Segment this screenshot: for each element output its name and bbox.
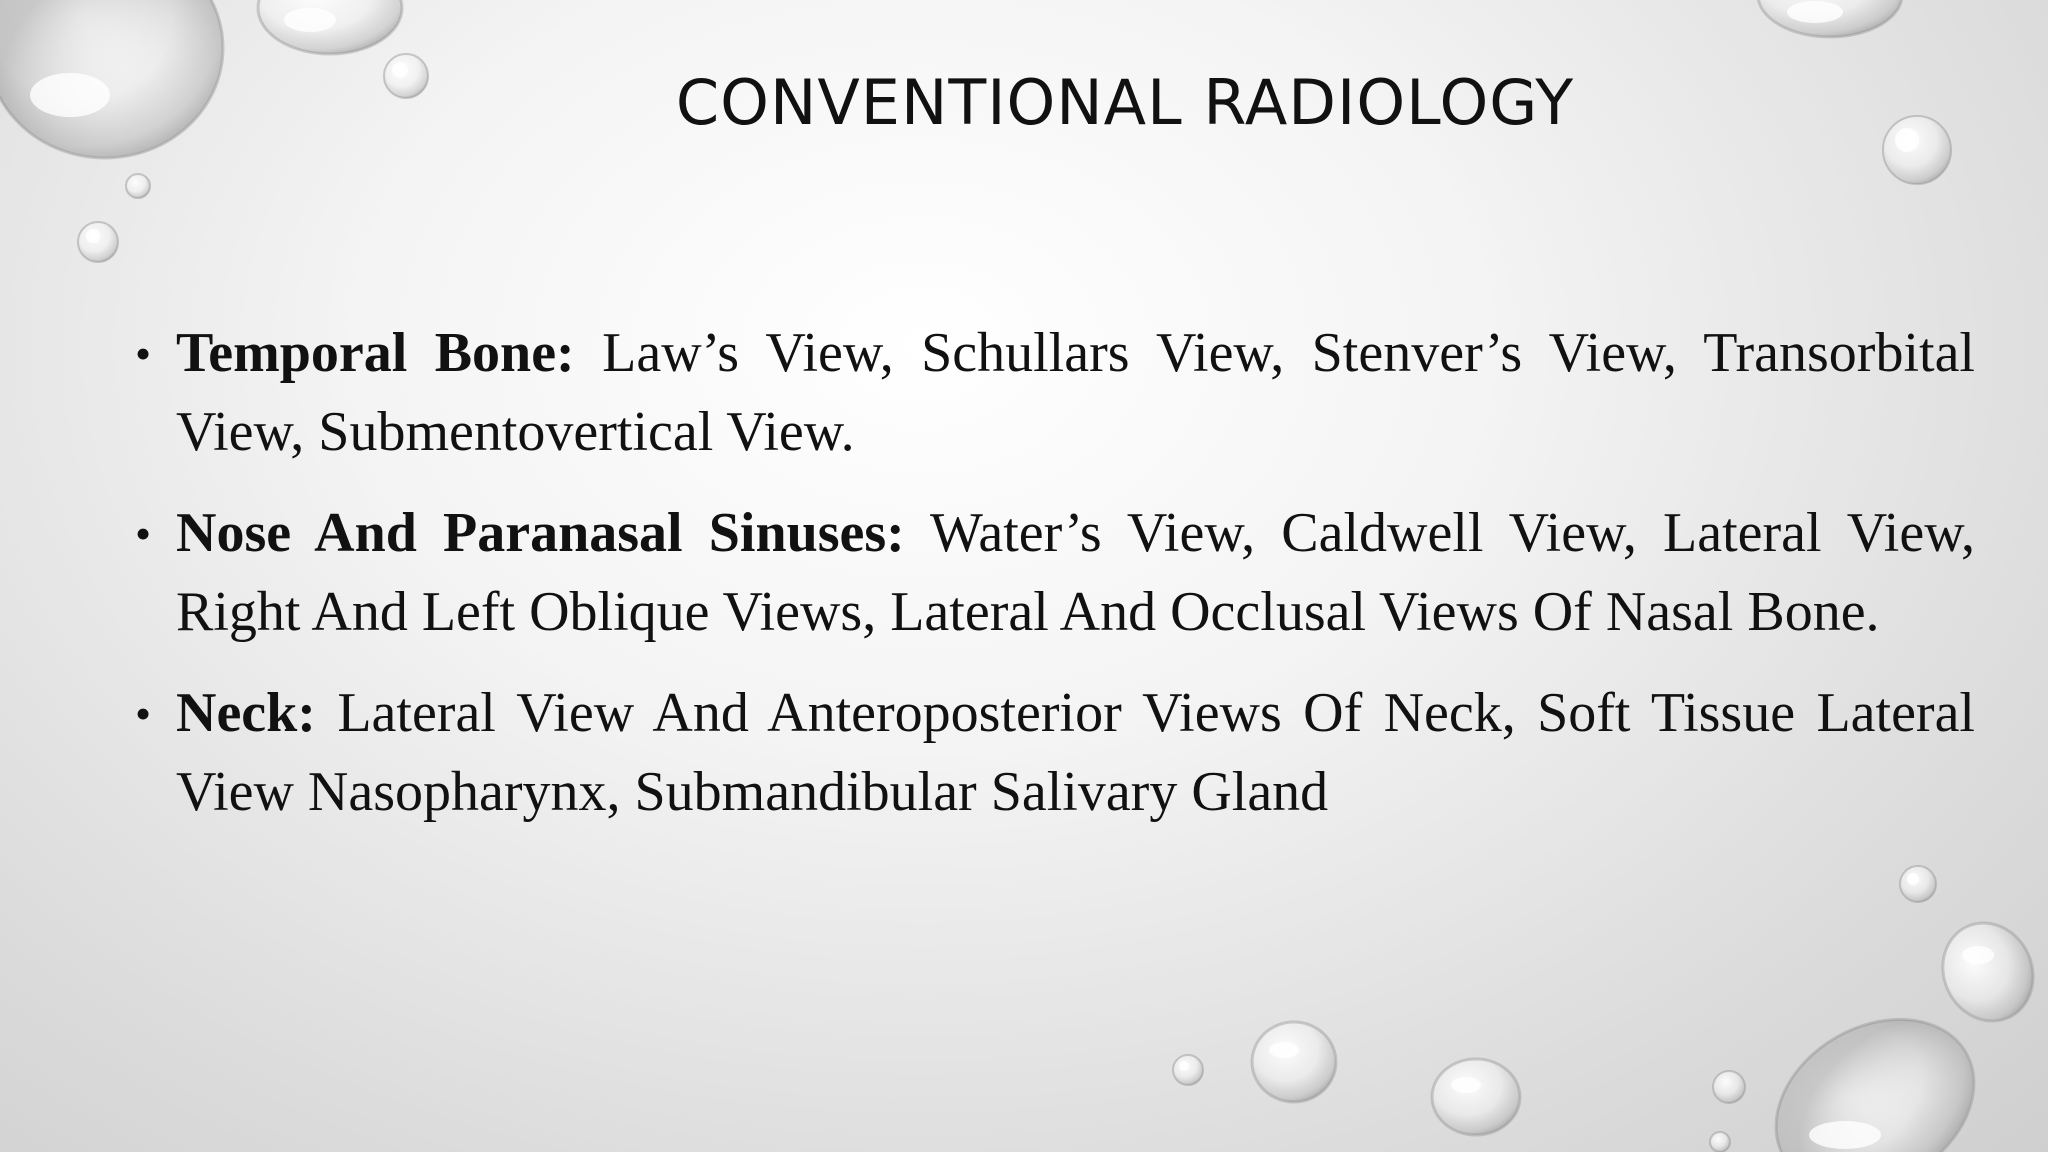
droplet [384,54,428,98]
droplet [1900,866,1936,902]
bullet-term: Temporal Bone: [176,322,575,384]
droplet [1173,1055,1203,1085]
bullet-dot: • [135,688,152,739]
droplet [0,0,223,158]
droplet [1927,908,2048,1036]
slide-title: CONVENTIONAL RADIOLOGY [675,66,1575,139]
droplet [1713,1071,1745,1103]
droplet [258,0,402,54]
bullet-item-nose-sinuses [135,494,1975,652]
bullet-text: Lateral View And Anteroposterior Views Of Neck, Soft Tissue Lateral View Nasopharynx, Submandibular Salivary Gland [176,682,1975,823]
bullet-item-neck [135,674,1975,832]
bullet-text: Water’s View, Caldwell View, Lateral View, Right And Left Oblique Views, Lateral And Occlusal Views Of Nasal Bone. [176,502,1976,643]
bullet-list [135,314,1975,854]
bullet-term: Nose And Paranasal Sinuses: [176,502,905,564]
droplet [1758,0,1902,37]
droplet [1883,116,1951,184]
droplet [1710,1132,1730,1152]
droplet [1432,1059,1520,1135]
droplet [78,222,118,262]
droplet [1252,1022,1336,1102]
bullet-dot: • [135,328,152,379]
bullet-text: Law’s View, Schullars View, Stenver’s View, Transorbital View, Submentovertical View. [176,322,1975,463]
bullet-term: Neck: [176,682,316,744]
bullet-dot: • [135,508,152,559]
bullet-item-temporal-bone [135,314,1975,472]
droplet [126,174,150,198]
